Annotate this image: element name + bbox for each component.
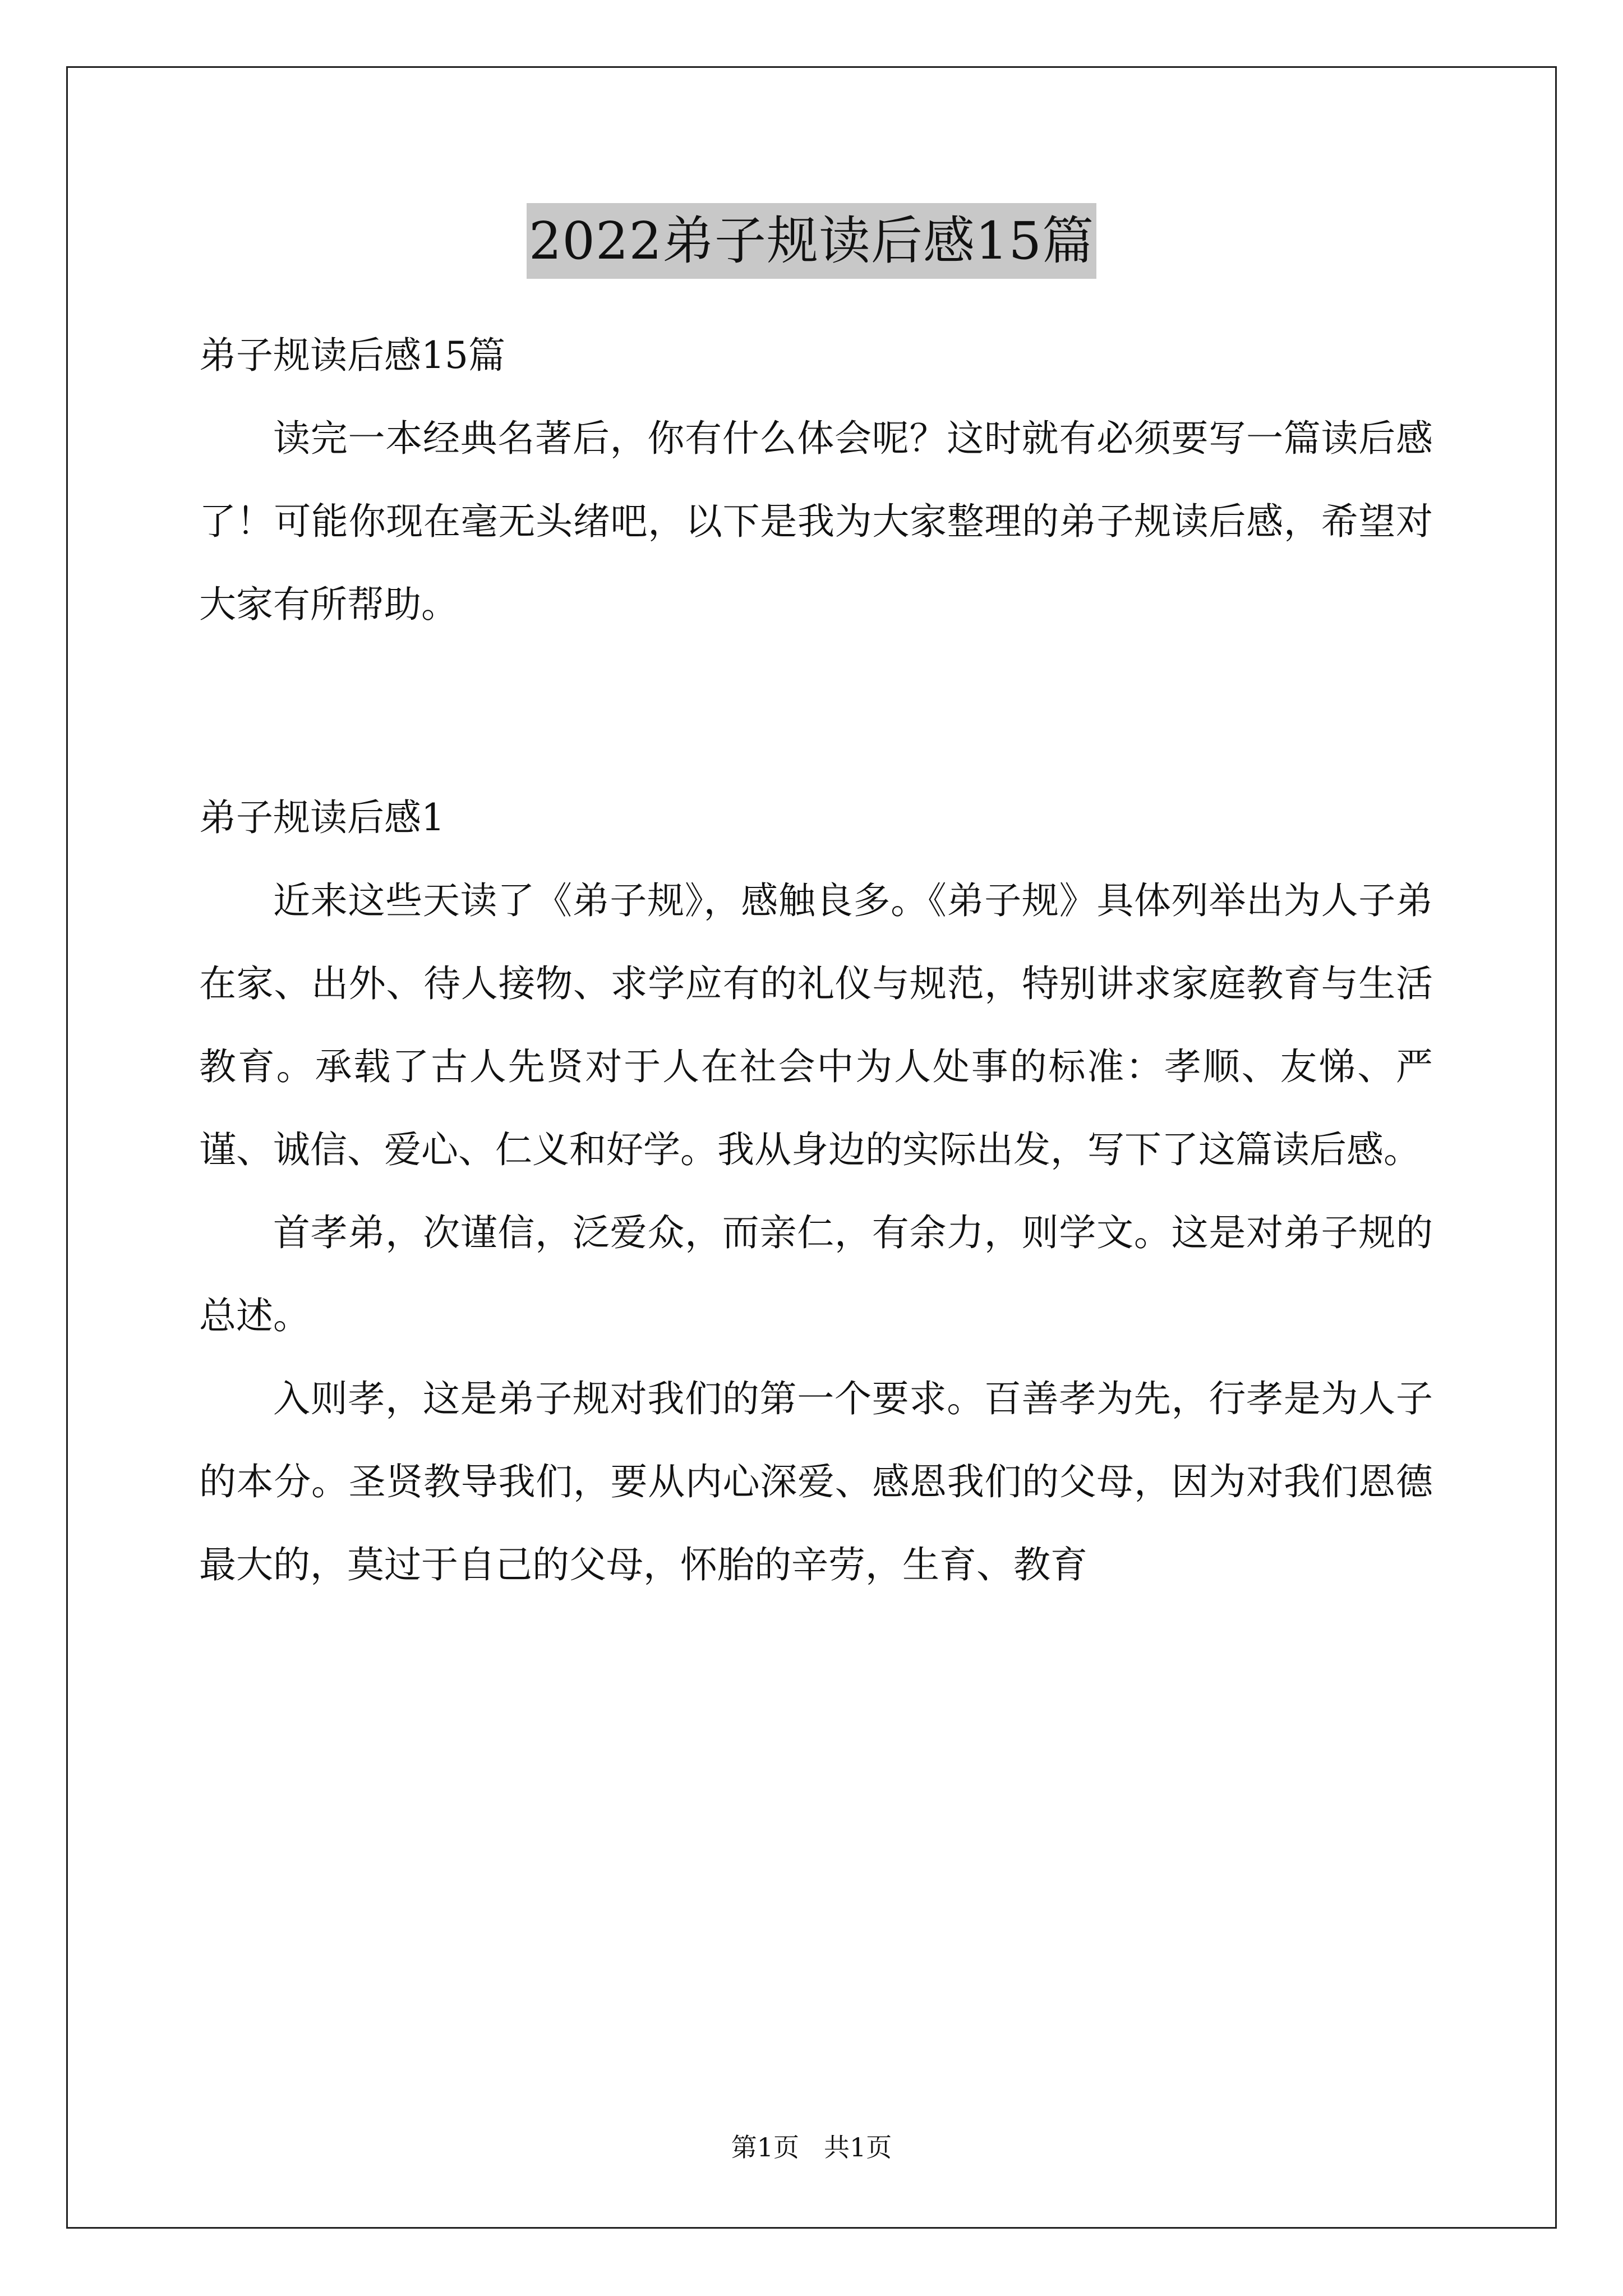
subtitle: 弟子规读后感15篇: [199, 334, 505, 377]
body-paragraph: 近来这些天读了《弟子规》，感触良多。《弟子规》具体列举出为人子弟在家、出外、待人接物、求学应有的礼仪与规范，特别讲求家庭教育与生活教育。承载了古人先贤对于人在社会中为人处事的标准：孝顺、友悌、严谨、诚信、爱心、仁义和好学。我从身边的实际出发，写下了这篇读后感。: [199, 879, 1433, 1171]
body-paragraph: 入则孝，这是弟子规对我们的第一个要求。百善孝为先，行孝是为人子的本分。圣贤教导我们，要从内心深爱、感恩我们的父母，因为对我们恩德最大的，莫过于自己的父母，怀胎的辛劳，生育、教育: [199, 1377, 1433, 1586]
intro-paragraph: 读完一本经典名著后，你有什么体会呢？这时就有必须要写一篇读后感了！可能你现在毫无头绪吧，以下是我为大家整理的弟子规读后感，希望对大家有所帮助。: [199, 417, 1433, 626]
document-title: 2022弟子规读后感15篇: [527, 203, 1096, 279]
title-container: [0, 203, 1623, 279]
page-number: 第1页: [731, 2132, 800, 2162]
document-body: [199, 314, 1433, 1607]
body-paragraph: 首孝弟，次谨信，泛爱众，而亲仁，有余力，则学文。这是对弟子规的总述。: [199, 1211, 1433, 1337]
page-total: 共1页: [823, 2132, 892, 2162]
section-gap: [199, 646, 1433, 776]
page-footer: [0, 2131, 1623, 2164]
section-heading: 弟子规读后感1: [199, 796, 445, 839]
